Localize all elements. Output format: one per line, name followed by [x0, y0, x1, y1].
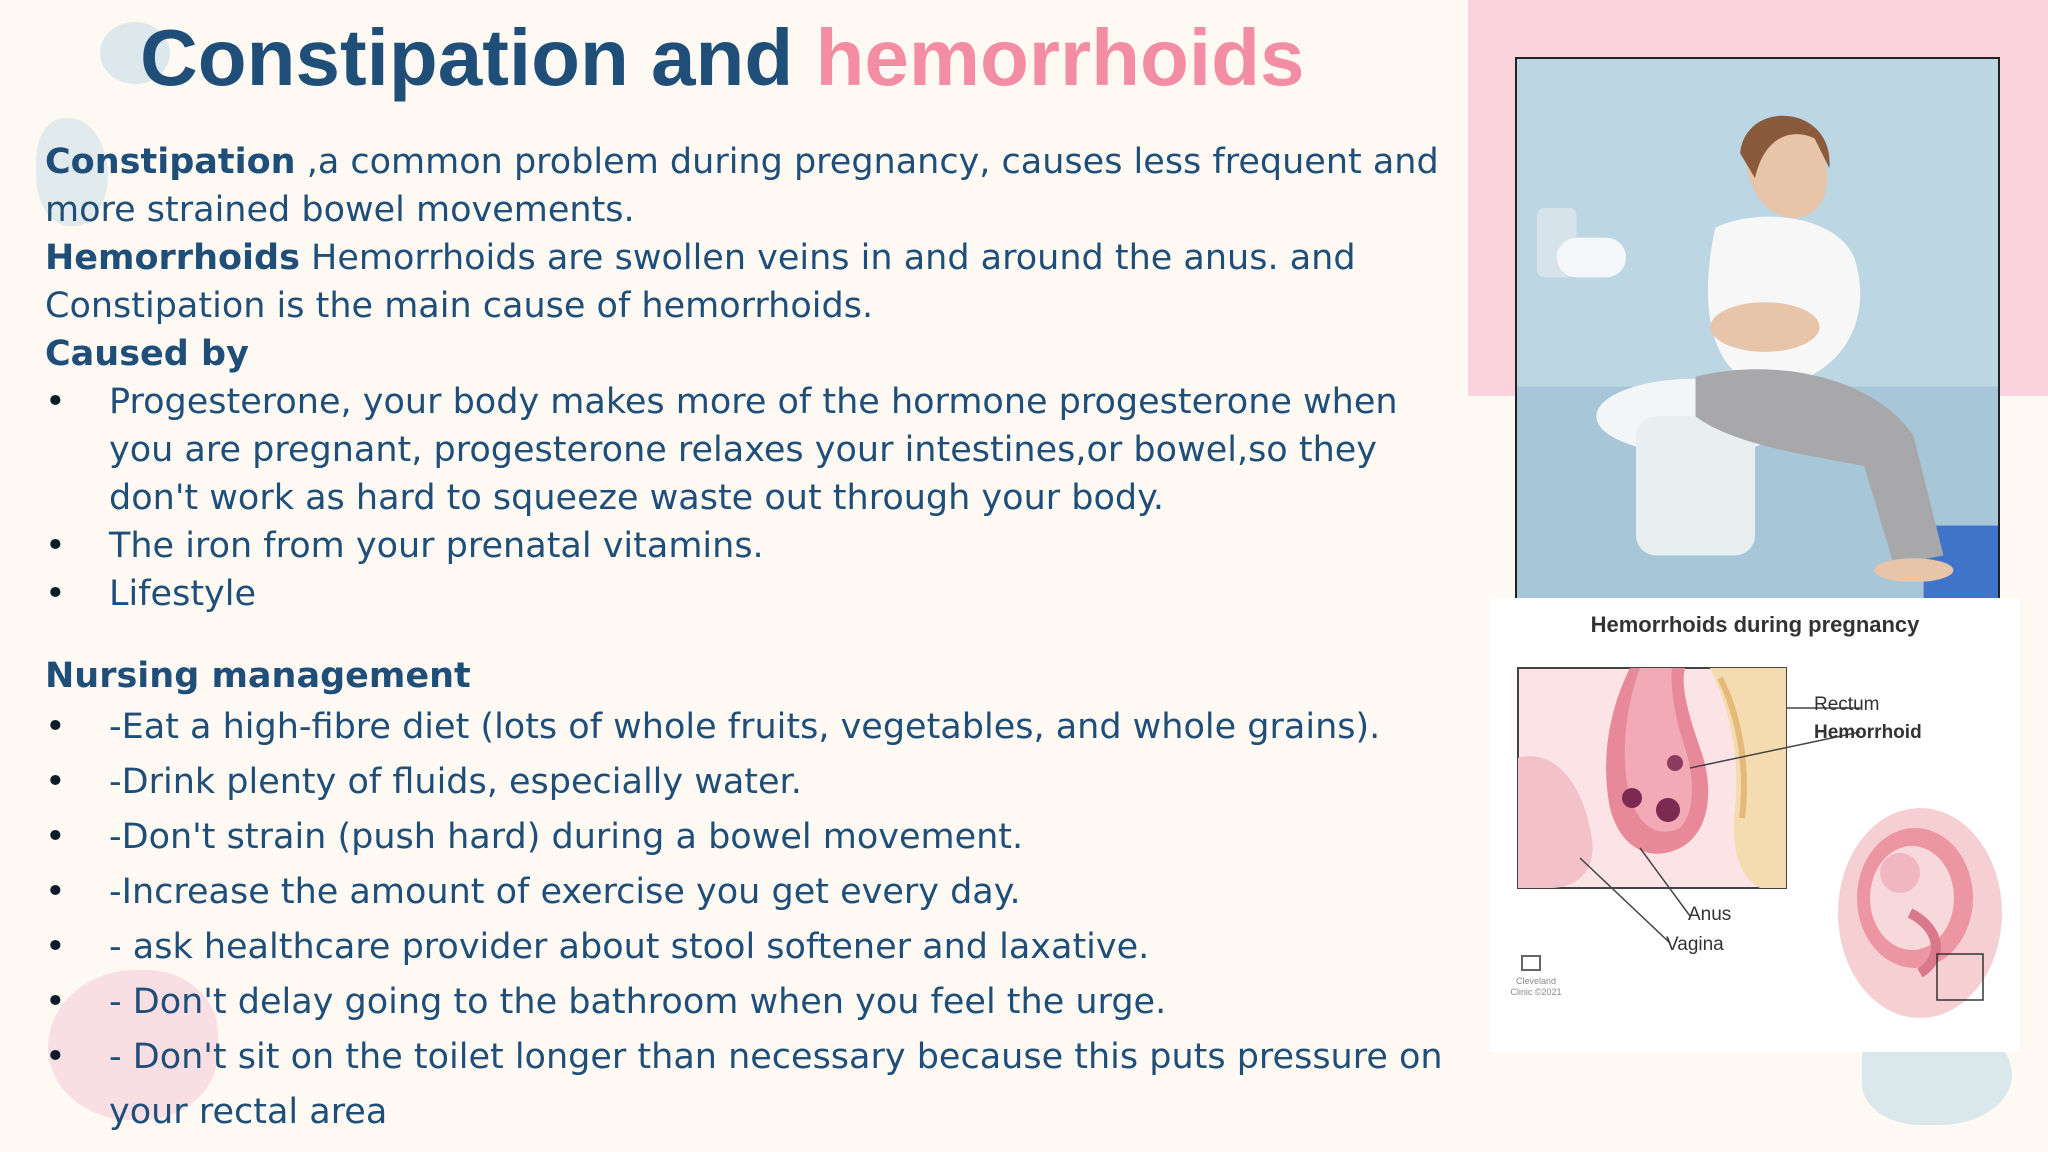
label-vagina: Vagina — [1666, 934, 1724, 955]
list-item: • -Don't strain (push hard) during a bowel movement. — [45, 810, 1445, 865]
hemorrhoids-diagram — [1490, 598, 2020, 1052]
label-anus: Anus — [1688, 904, 1732, 925]
term-hemorrhoids: Hemorrhoids — [45, 238, 300, 278]
label-hemorrhoid: Hemorrhoid — [1814, 722, 1922, 743]
title-accent: hemorrhoids — [815, 13, 1305, 102]
pregnant-woman-photo — [1515, 57, 2000, 600]
photo-illustration — [1517, 59, 1998, 598]
list-item: • - Don't sit on the toilet longer than necessary because this puts pressure on your rectal area — [45, 1030, 1445, 1140]
list-item: • Lifestyle — [45, 570, 1445, 618]
definition-text: ,a common problem during pregnancy, causes less frequent and more strained bowel movements. — [45, 142, 1439, 230]
nursing-management-heading: Nursing management — [45, 656, 471, 696]
caused-by-heading: Caused by — [45, 334, 249, 374]
label-rectum: Rectum — [1814, 694, 1880, 715]
list-item: • -Increase the amount of exercise you get every day. — [45, 865, 1445, 920]
definition-text: Hemorrhoids are swollen veins in and around the anus. and Constipation is the main cause of hemorrhoids. — [45, 238, 1356, 326]
definition-constipation — [45, 138, 1445, 234]
list-item: • -Eat a high-fibre diet (lots of whole fruits, vegetables, and whole grains). — [45, 700, 1445, 755]
list-item: • The iron from your prenatal vitamins. — [45, 522, 1445, 570]
term-constipation: Constipation — [45, 142, 296, 182]
caused-by-list — [45, 378, 1445, 618]
slide-body — [45, 138, 1445, 1140]
title-main: Constipation and — [140, 13, 794, 102]
slide-title — [140, 8, 1304, 108]
list-item: • Progesterone, your body makes more of the hormone progesterone when you are pregnant, progesterone relaxes your intestines,or bowel,so they don't work as hard to squeeze waste out through your body. — [45, 378, 1445, 522]
definition-hemorrhoids — [45, 234, 1445, 330]
list-item: • -Drink plenty of fluids, especially water. — [45, 755, 1445, 810]
clinic-logo-text: Cleveland Clinic ©2021 — [1510, 976, 1562, 997]
list-item: • - ask healthcare provider about stool softener and laxative. — [45, 920, 1445, 975]
diagram-title: Hemorrhoids during pregnancy — [1590, 612, 1920, 637]
diagram-illustration — [1490, 598, 2020, 1052]
list-item: • - Don't delay going to the bathroom when you feel the urge. — [45, 975, 1445, 1030]
nursing-management-list — [45, 700, 1445, 1140]
